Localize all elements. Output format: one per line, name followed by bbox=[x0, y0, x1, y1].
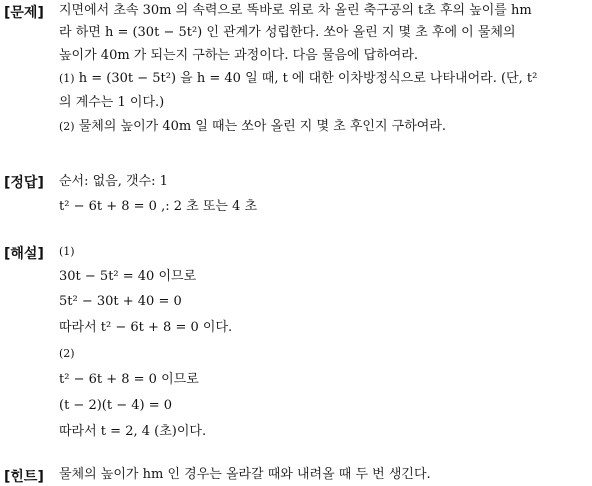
question-1 bbox=[59, 71, 537, 87]
problem-label: [문제] bbox=[4, 5, 44, 21]
question-1-number: (1) bbox=[59, 72, 75, 85]
question-2-text: 물체의 높이가 40m 일 때는 쏘아 올린 지 몇 초 후인지 구하여라. bbox=[78, 119, 447, 134]
explanation-label: [해설] bbox=[4, 246, 44, 262]
explanation-step-2-line-3: 따라서 t = 2, 4 (초)이다. bbox=[59, 424, 207, 439]
question-1-text: h = (30t − 5t²) 을 h = 40 일 때, t 에 대한 이차방정식으로 나타내어라. (단, t² bbox=[78, 71, 538, 86]
explanation-step-2-line-1: t² − 6t + 8 = 0 이므로 bbox=[59, 372, 199, 387]
question-2-number: (2) bbox=[59, 120, 75, 133]
explanation-step-2-number: (2) bbox=[59, 347, 75, 360]
question-1-continued: 의 계수는 1 이다.) bbox=[59, 95, 165, 110]
explanation-step-1-line-2: 5t² − 30t + 40 = 0 bbox=[59, 294, 182, 309]
answer-line-2: t² − 6t + 8 = 0 ,: 2 초 또는 4 초 bbox=[59, 199, 258, 214]
hint-label: [힌트] bbox=[4, 469, 44, 485]
hint-text: 물체의 높이가 hm 인 경우는 올라갈 때와 내려올 때 두 번 생긴다. bbox=[59, 467, 431, 482]
problem-line-2: 라 하면 h = (30t − 5t²) 인 관계가 성립한다. 쏘아 올린 지 몇 초 후에 이 물체의 bbox=[59, 25, 516, 40]
problem-line-1: 지면에서 초속 30m 의 속력으로 똑바로 위로 차 올린 축구공의 t초 후의 높이를 hm bbox=[59, 3, 532, 18]
explanation-step-1-line-1: 30t − 5t² = 40 이므로 bbox=[59, 269, 197, 284]
explanation-step-1-number: (1) bbox=[59, 245, 75, 258]
answer-line-1: 순서: 없음, 갯수: 1 bbox=[59, 174, 168, 189]
problem-line-3: 높이가 40m 가 되는지 구하는 과정이다. 다음 물음에 답하여라. bbox=[59, 48, 419, 63]
explanation-step-1-line-3: 따라서 t² − 6t + 8 = 0 이다. bbox=[59, 320, 233, 335]
question-2 bbox=[59, 119, 446, 135]
explanation-step-2-line-2: (t − 2)(t − 4) = 0 bbox=[59, 398, 173, 413]
answer-label: [정답] bbox=[4, 175, 44, 191]
